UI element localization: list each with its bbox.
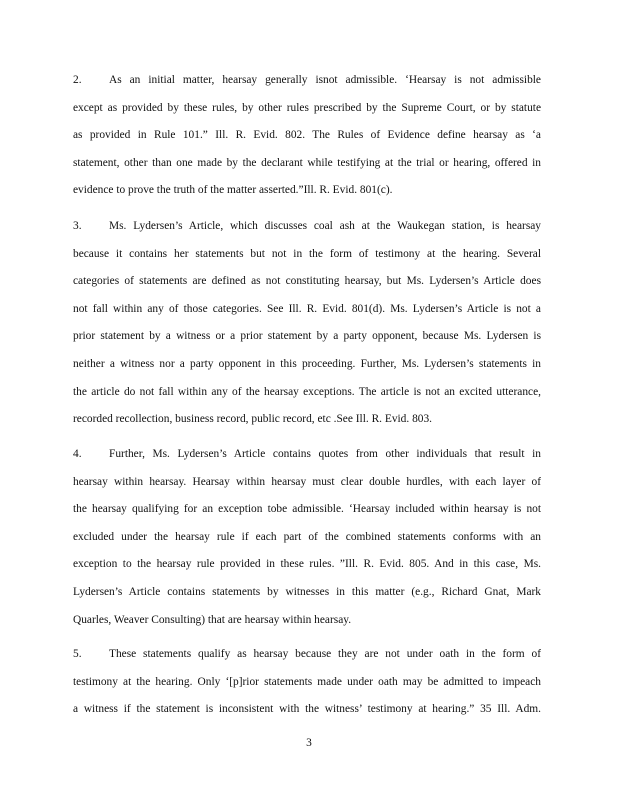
- paragraph-line: a witness if the statement is inconsistent with the witness’ testimony at hearing.” 35 Ill. Adm.: [73, 703, 541, 716]
- paragraph-line: exception to the hearsay rule provided in these rules. ”Ill. R. Evid. 805. And in this case, Ms.: [73, 558, 541, 571]
- paragraph-line: the hearsay qualifying for an exception tobe admissible. ‘Hearsay included within hearsay is not: [73, 503, 541, 516]
- paragraph-line: recorded recollection, business record, public record, etc .See Ill. R. Evid. 803.: [73, 413, 432, 426]
- paragraph-line: excluded under the hearsay rule if each part of the combined statements conforms with an: [73, 530, 541, 543]
- paragraph-line: Ms. Lydersen’s Article, which discusses coal ash at the Waukegan station, is hearsay: [109, 220, 541, 232]
- paragraph-line: except as provided by these rules, by other rules prescribed by the Supreme Court, or by statute: [73, 101, 541, 114]
- paragraph-line: neither a witness nor a party opponent in this proceeding. Further, Ms. Lydersen’s statements in: [73, 357, 541, 370]
- paragraph-line: prior statement by a witness or a prior statement by a party opponent, because Ms. Lydersen is: [73, 330, 541, 343]
- page-number: 3: [306, 737, 312, 749]
- paragraph-line: evidence to prove the truth of the matter asserted.”Ill. R. Evid. 801(c).: [73, 184, 393, 197]
- paragraph-line: As an initial matter, hearsay generally isnot admissible. ‘Hearsay is not admissible: [109, 74, 541, 86]
- paragraph-number: 3.: [73, 220, 82, 232]
- paragraph-number: 2.: [73, 74, 82, 86]
- paragraph-line: These statements qualify as hearsay because they are not under oath in the form of: [109, 648, 541, 660]
- paragraph-line: Further, Ms. Lydersen’s Article contains quotes from other individuals that result in: [109, 448, 541, 460]
- paragraph-line: Quarles, Weaver Consulting) that are hearsay within hearsay.: [73, 613, 352, 626]
- paragraph-line: testimony at the hearing. Only ‘[p]rior statements made under oath may be admitted to impeach: [73, 675, 541, 688]
- paragraph-line: categories of statements are defined as not constituting hearsay, but Ms. Lydersen’s Article does: [73, 275, 541, 288]
- paragraph-4: [73, 446, 541, 639]
- paragraph-line: as provided in Rule 101.” Ill. R. Evid. 802. The Rules of Evidence define hearsay as ‘a: [73, 129, 541, 142]
- paragraph-line: because it contains her statements but not in the form of testimony at the hearing. Several: [73, 247, 541, 260]
- paragraph-line: hearsay within hearsay. Hearsay within hearsay must clear double hurdles, with each layer of: [73, 475, 541, 488]
- paragraph-number: 5.: [73, 648, 82, 660]
- paragraph-5: [73, 646, 541, 729]
- paragraph-line: Lydersen’s Article contains statements by witnesses in this matter (e.g., Richard Gnat, Mark: [73, 585, 541, 598]
- paragraph-line: statement, other than one made by the declarant while testifying at the trial or hearing, offered in: [73, 156, 541, 169]
- paragraph-line: not fall within any of those categories. See Ill. R. Evid. 801(d). Ms. Lydersen’s Article is not a: [73, 302, 541, 315]
- paragraph-line: the article do not fall within any of the hearsay exceptions. The article is not an excited utterance,: [73, 385, 541, 398]
- paragraph-3: [73, 218, 541, 439]
- paragraph-2: [73, 72, 541, 210]
- paragraph-number: 4.: [73, 448, 82, 460]
